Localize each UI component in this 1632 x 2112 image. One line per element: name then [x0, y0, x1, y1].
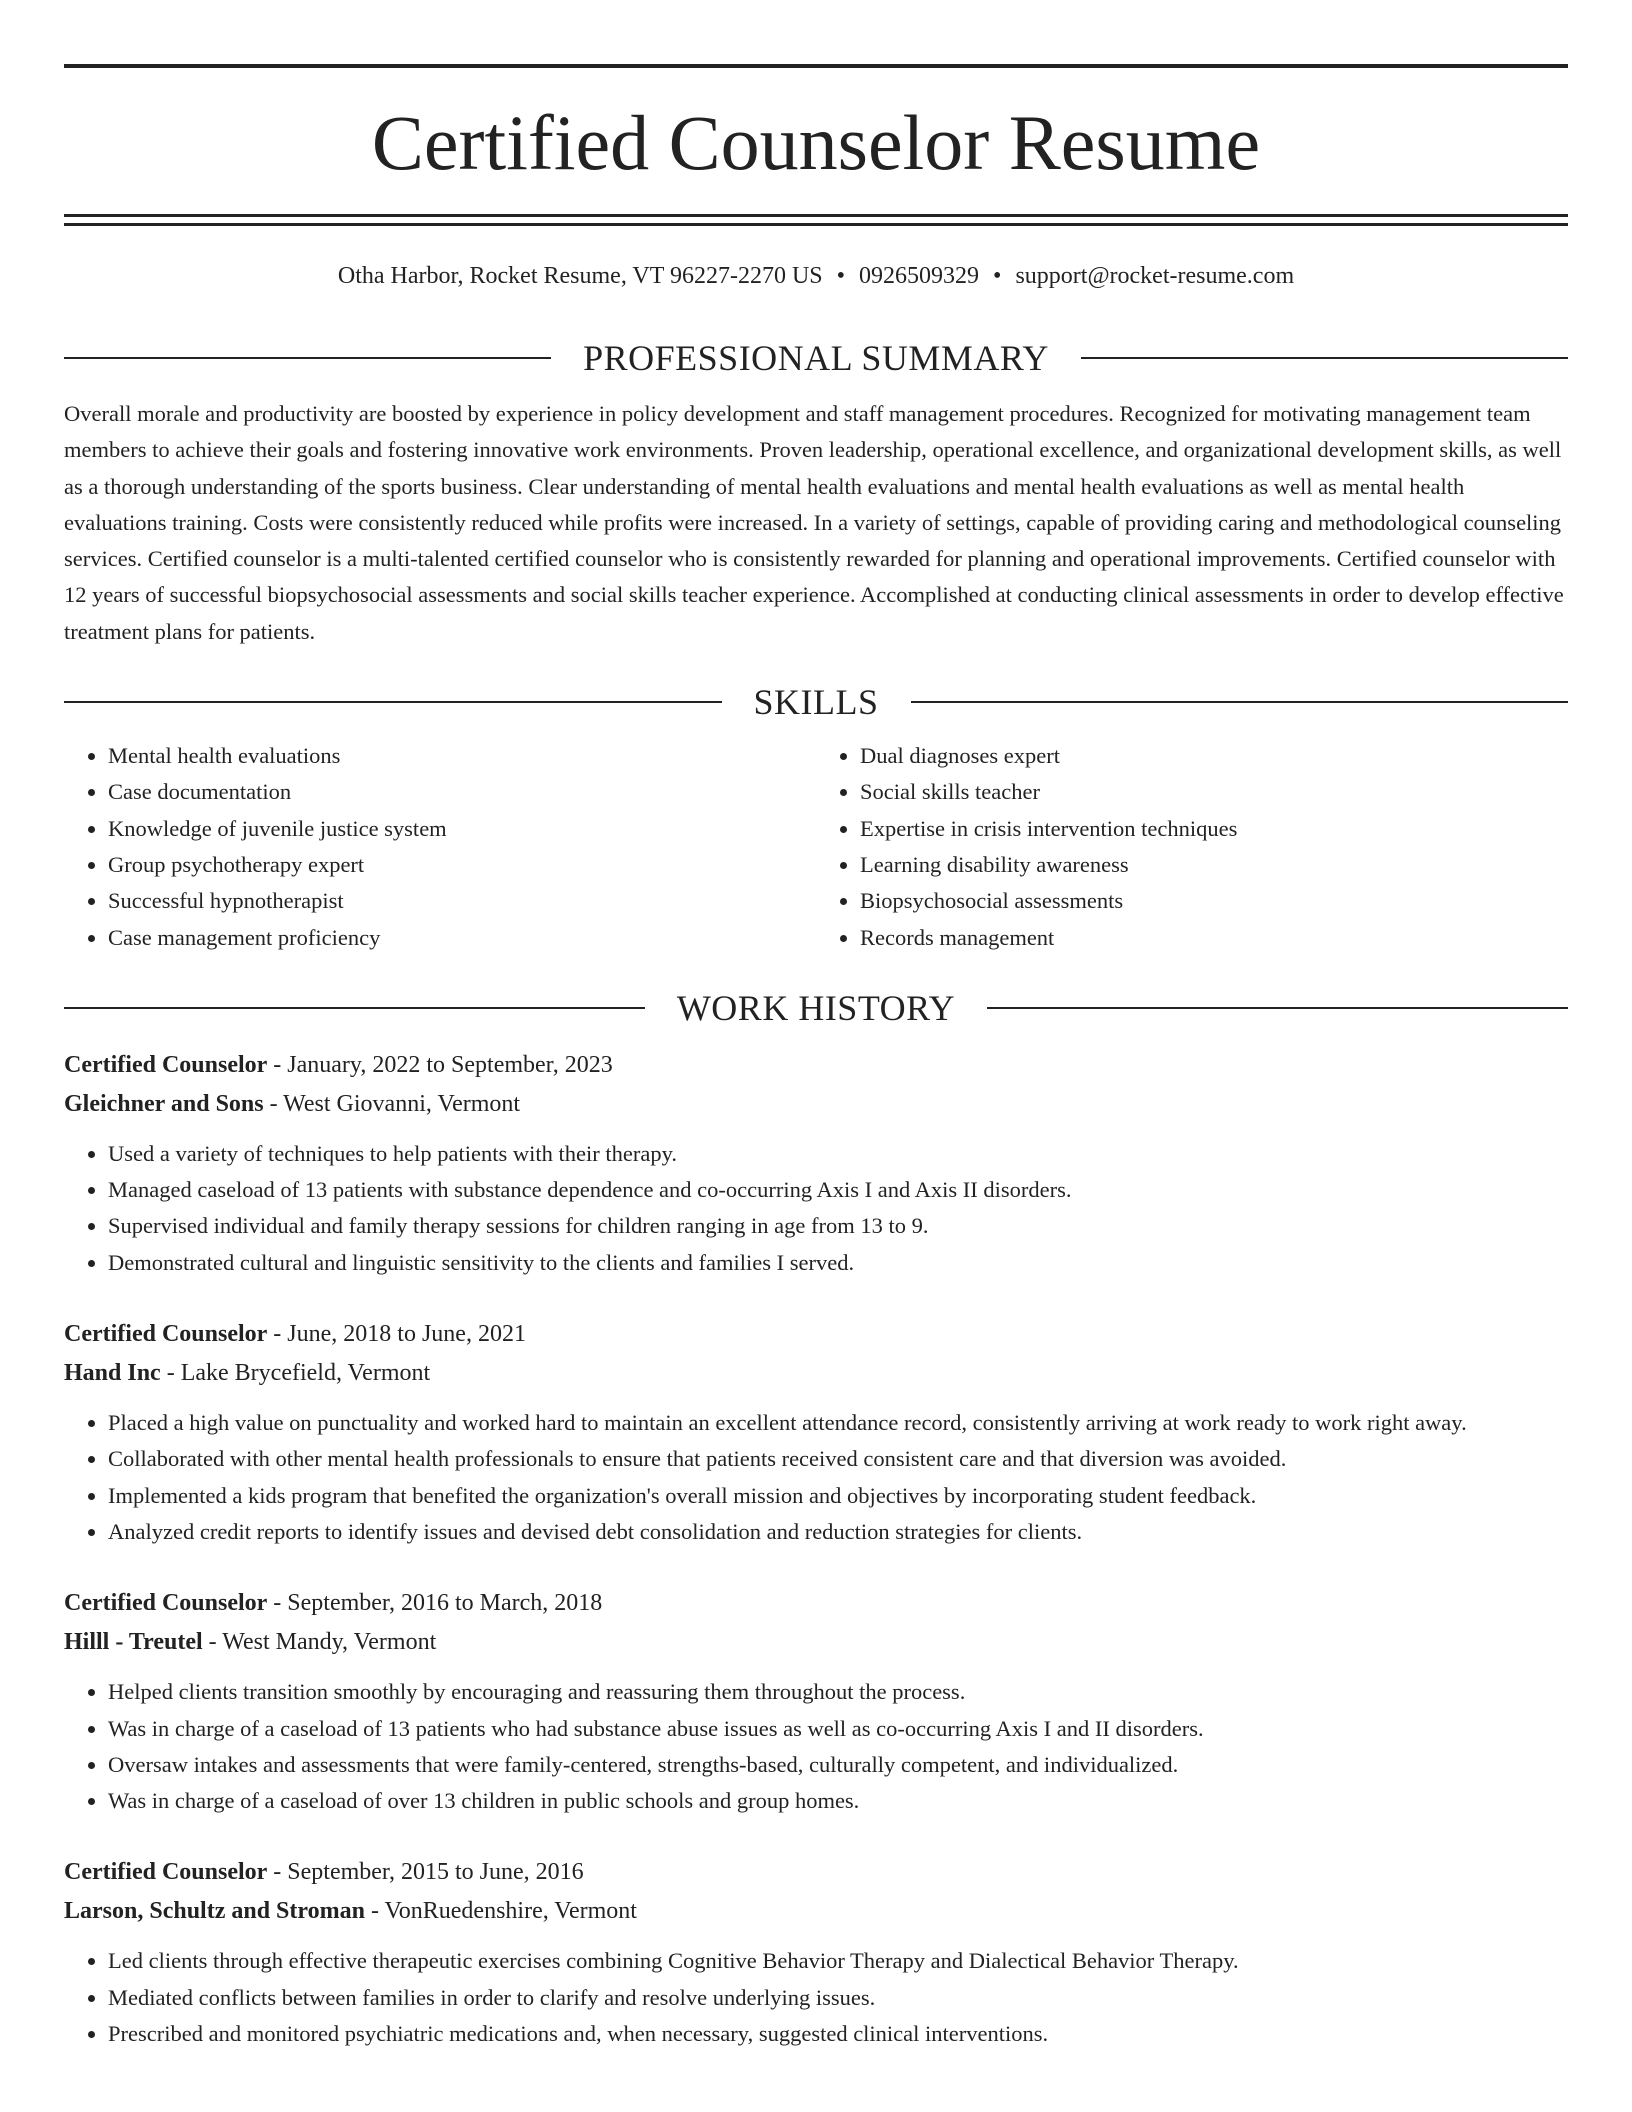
job-bullet: • Was in charge of a caseload of 13 patients who had substance abuse issues as well as co-occurring Axis I and II disorders.	[108, 1711, 1568, 1747]
contact-email: support@rocket-resume.com	[1015, 263, 1295, 289]
contact-separator: •	[993, 263, 1002, 289]
skills-column-right	[816, 738, 1568, 956]
job-title-line	[64, 1315, 1568, 1354]
job-bullets	[64, 1405, 1568, 1550]
section-rule-right	[1081, 357, 1568, 359]
job-entry	[64, 1046, 1568, 1281]
job-title: Certified Counselor	[64, 1590, 268, 1617]
job-entry	[64, 1315, 1568, 1550]
job-title: Certified Counselor	[64, 1321, 268, 1348]
job-title-line	[64, 1584, 1568, 1623]
job-bullet: • Placed a high value on punctuality and worked hard to maintain an excellent attendance record, consistently arriving at work ready to work right away.	[108, 1405, 1568, 1441]
section-rule-right	[911, 701, 1569, 703]
contact-line	[64, 264, 1568, 288]
section-rule-right	[987, 1007, 1568, 1009]
skill-item: • Learning disability awareness	[860, 847, 1568, 883]
job-location: - Lake Brycefield, Vermont	[166, 1360, 431, 1387]
skill-item: • Mental health evaluations	[108, 738, 816, 774]
job-bullet: • Mediated conflicts between families in order to clarify and resolve underlying issues.	[108, 1980, 1568, 2016]
contact-phone: 0926509329	[859, 263, 980, 289]
top-rule	[64, 64, 1568, 68]
job-title-line	[64, 1853, 1568, 1892]
job-dates: - September, 2015 to June, 2016	[273, 1859, 584, 1886]
job-bullet: • Analyzed credit reports to identify issues and devised debt consolidation and reduction strategies for clients.	[108, 1514, 1568, 1550]
job-bullet: • Oversaw intakes and assessments that were family-centered, strengths-based, culturally competent, and individualized.	[108, 1747, 1568, 1783]
job-dates: - June, 2018 to June, 2021	[273, 1321, 526, 1348]
skills-heading: SKILLS	[753, 682, 879, 723]
job-bullet: • Collaborated with other mental health professionals to ensure that patients received consistent care and that diversion was avoided.	[108, 1441, 1568, 1477]
job-bullet: • Was in charge of a caseload of over 13 children in public schools and group homes.	[108, 1783, 1568, 1819]
skills-column-left	[64, 738, 816, 956]
skills-list	[64, 738, 1568, 956]
job-dates: - September, 2016 to March, 2018	[273, 1590, 603, 1617]
job-bullets	[64, 1136, 1568, 1281]
job-company-line	[64, 1354, 1568, 1393]
summary-paragraph: Overall morale and productivity are boosted by experience in policy development and staff management procedures. Recognized for motivating management team members to achieve their goals and fostering innovative work environments. Proven leadership, operational excellence, and organizational development skills, as well as a thorough understanding of the sports business. Clear understanding of mental health evaluations and mental health evaluations as well as mental health evaluations training. Costs were consistently reduced while profits were increased. In a variety of settings, capable of providing caring and methodological counseling services. Certified counselor is a multi-talented certified counselor who is consistently rewarded for planning and operational improvements. Certified counselor with 12 years of successful biopsychosocial assessments and social skills teacher experience. Accomplished at conducting clinical assessments in order to develop effective treatment plans for patients.	[64, 401, 1564, 644]
job-bullets	[64, 1674, 1568, 1819]
skills-section-header	[64, 682, 1568, 723]
skill-item: • Knowledge of juvenile justice system	[108, 811, 816, 847]
skill-item: • Case management proficiency	[108, 920, 816, 956]
summary-heading: PROFESSIONAL SUMMARY	[583, 338, 1049, 378]
job-company: Larson, Schultz and Stroman	[64, 1898, 365, 1925]
job-bullet: • Used a variety of techniques to help patients with their therapy.	[108, 1136, 1568, 1172]
section-rule-left	[64, 701, 722, 703]
section-rule-left	[64, 1007, 645, 1009]
job-location: - West Mandy, Vermont	[208, 1629, 437, 1656]
contact-separator: •	[836, 263, 846, 289]
job-company-line	[64, 1623, 1568, 1662]
skill-item: • Biopsychosocial assessments	[860, 883, 1568, 919]
summary-section-header	[64, 340, 1568, 376]
skill-item: • Social skills teacher	[860, 774, 1568, 810]
job-bullet: • Supervised individual and family therapy sessions for children ranging in age from 13 to 9.	[108, 1208, 1568, 1244]
resume-title: Certified Counselor Resume	[371, 99, 1261, 186]
job-company-line	[64, 1892, 1568, 1931]
job-company: Hand Inc	[64, 1360, 161, 1387]
job-bullet: • Demonstrated cultural and linguistic sensitivity to the clients and families I served.	[108, 1245, 1568, 1281]
job-title: Certified Counselor	[64, 1859, 268, 1886]
job-bullet: • Managed caseload of 13 patients with substance dependence and co-occurring Axis I and Axis II disorders.	[108, 1172, 1568, 1208]
job-location: - West Giovanni, Vermont	[269, 1090, 521, 1117]
job-bullet: • Led clients through effective therapeutic exercises combining Cognitive Behavior Therapy and Dialectical Behavior Therapy.	[108, 1943, 1568, 1979]
skill-item: • Group psychotherapy expert	[108, 847, 816, 883]
job-entry	[64, 1853, 1568, 2052]
job-title-line	[64, 1046, 1568, 1085]
work-heading: WORK HISTORY	[676, 987, 956, 1028]
skill-item: • Dual diagnoses expert	[860, 738, 1568, 774]
job-entry	[64, 1584, 1568, 1819]
skill-item: • Successful hypnotherapist	[108, 883, 816, 919]
work-section-header	[64, 987, 1568, 1028]
job-company: Hilll - Treutel	[64, 1629, 203, 1656]
section-rule-left	[64, 357, 551, 359]
job-bullet: • Helped clients transition smoothly by encouraging and reassuring them throughout the process.	[108, 1674, 1568, 1710]
title-double-rule	[64, 214, 1568, 226]
job-dates: - January, 2022 to September, 2023	[273, 1051, 613, 1078]
contact-address: Otha Harbor, Rocket Resume, VT 96227-2270 US	[337, 263, 823, 289]
skill-item: • Records management	[860, 920, 1568, 956]
job-company-line	[64, 1085, 1568, 1124]
job-title: Certified Counselor	[64, 1051, 268, 1078]
job-company: Gleichner and Sons	[64, 1090, 264, 1117]
job-location: - VonRuedenshire, Vermont	[370, 1898, 637, 1925]
skill-item: • Case documentation	[108, 774, 816, 810]
job-bullet: • Implemented a kids program that benefited the organization's overall mission and objectives by incorporating student feedback.	[108, 1478, 1568, 1514]
job-bullets	[64, 1943, 1568, 2052]
job-bullet: • Prescribed and monitored psychiatric medications and, when necessary, suggested clinical interventions.	[108, 2016, 1568, 2052]
skill-item: • Expertise in crisis intervention techniques	[860, 811, 1568, 847]
